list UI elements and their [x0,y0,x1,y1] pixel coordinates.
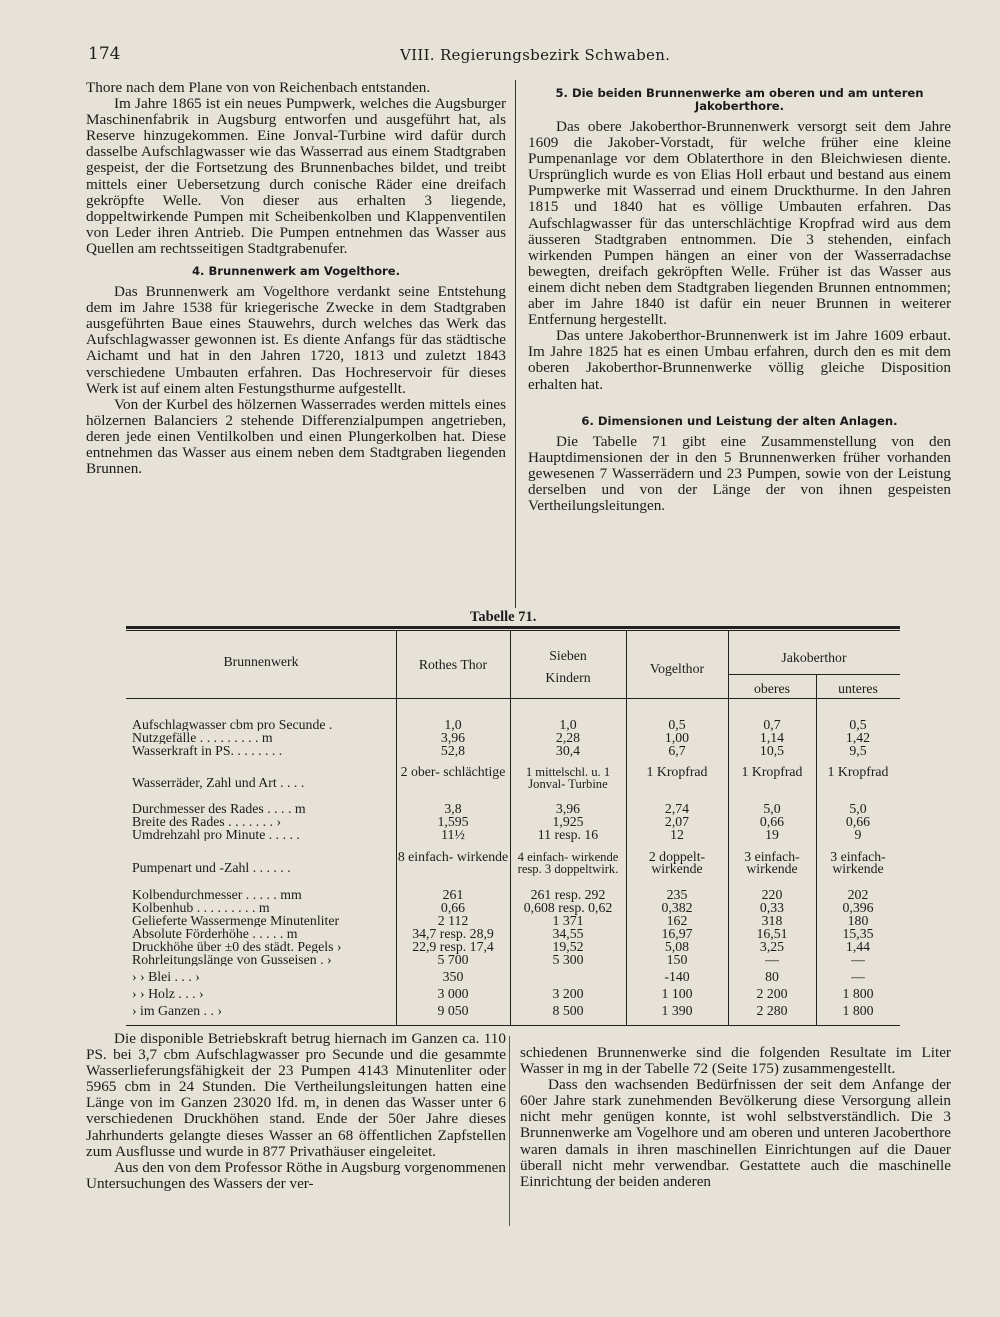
table-row [126,953,900,966]
table-cell: 1 800 [842,986,874,1001]
table-cell: 5 700 [437,952,469,967]
table-cell: 9,5 [849,743,867,758]
table-cell: 2,74 [664,801,690,816]
table-row [126,851,900,885]
header-kindern: Kindern [545,670,591,685]
paragraph: Die disponible Betriebskraft betrug hiernach im Ganzen ca. 110 PS. bei 3,7 cbm Aufschlagwasser pro Secunde und die gesammte Wasserlieferungsfähigkeit der 23 Pumpen 4143 Minutenliter oder 5965 cbm in 24 Stunden. Die Vertheilungsleitungen hatten eine Länge von im Ganzen 23020 lfd. m, in denen das Wasser unter 6 verschiedenen Druckhöhen stand. Ende der 50er Jahre dieses Jahrhunderts gelangte dieses Wasser an 68 öffentlichen Zapfstellen zum Ausflusse und wurde in 877 Privathäuser eingeleitet. [86,1030,506,1160]
header-sieben: Sieben [549,648,587,663]
paragraph: Dass den wachsenden Bedürfnissen der seit dem Anfange der 60er Jahre stark zunehmenden Bevölkerung diese Versorgung allein nicht mehr genügen konnte, ist wohl selbstverständlich. Die 3 Brunnenwerke am Vogelhore und am oberen und unteren Jacoberthore waren damals in ihren maschinellen Einrichtungen auf die Dauer überall nicht mehr verwendbar. Gestattete auch die maschinelle Einrichtung der beiden anderen [520,1076,951,1190]
table-cell: 0,396 [842,900,874,915]
table-row [126,1004,900,1017]
table-row [126,901,900,914]
table-cell: 0,608 resp. 0,62 [523,900,613,915]
table-cell: 8 500 [552,1003,584,1018]
header-brunnenwerk: Brunnenwerk [223,654,299,669]
table-cell: 3,8 [444,801,462,816]
row-label: › im Ganzen . . › [132,1004,223,1018]
paragraph: Das untere Jakoberthor-Brunnenwerk ist im Jahre 1609 erbaut. Im Jahre 1825 hat es einen Umbau erfahren, durch den es mit dem oberen Jakoberthor-Brunnenwerke völlig gleiche Disposition erhalten hat. [528,327,951,393]
paragraph: Von der Kurbel des hölzernen Wasserrades werden mittels eines hölzernen Balanciers 2 stehende Differenzialpumpen angetrieben, deren jede einen Ventilkolben und einen Plungerkolben hat. Diese entnehmen das Wasser aus einem neben dem Stadtgraben liegenden Brunnen. [86,395,506,478]
table-cell: 19,52 [552,939,584,954]
table-cell: 1,42 [845,730,871,745]
row-label: Druckhöhe über ±0 des städt. Pegels › [132,940,342,954]
table-cell: 3,25 [759,939,785,954]
row-label: Wasserkraft in PS. . . . . . . . [132,744,283,758]
table-cell: 1,44 [845,939,871,954]
table-cell: 10,5 [759,743,785,758]
row-label: Kolbenhub . . . . . . . . . m [132,901,270,915]
table-cell: 0,33 [759,900,785,915]
left-column [86,80,506,477]
table-cell: — [851,969,865,984]
table-cell: 2 200 [756,986,788,1001]
table-cell: 12 [670,827,684,842]
table-cell: 80 [765,969,779,984]
table-cell: 3 einfach- wirkende [830,849,886,876]
row-label: Absolute Förderhöhe . . . . . m [132,927,298,941]
section-heading-6: 6. Dimensionen und Leistung der alten Anlagen. [581,413,898,428]
table-cell: 350 [442,969,464,984]
row-label: Breite des Rades . . . . . . . › [132,815,282,829]
table-cell: 5,0 [849,801,867,816]
row-label: Kolbendurchmesser . . . . . mm [132,888,302,902]
row-label: Rohrleitungslänge von Gusseisen . › [132,953,332,967]
table-cell: 1 100 [661,986,693,1001]
paragraph: Das obere Jakoberthor-Brunnenwerk versorgt seit dem Jahre 1609 die Jakober-Vorstadt, für welche früher eine kleine Pumpenanlage vor dem Oblaterthore in den Bleichwiesen diente. Ursprünglich wurde es von Elias Holl erbaut und bestand aus einem Pumpwerke mit Wasserrad und einem Druckthurme. In den Jahren 1815 und 1840 hat es völlige Umbauten erfahren. Das Aufschlagwasser für das unterschlächtige Kropfrad wird aus dem äusseren Stadtgraben entnommen. Die 3 stehenden, einfach wirkenden Pumpen hängen an einer von der Wasserradachse bewegten, dreifach gekröpften Welle. Früher ist das Wasser aus einem dicht neben dem Stadtgraben liegenden Brunnen entnommen; aber im Jahre 1840 ist dafür ein neuer Brunnen in weiterer Entfernung hergestellt. [528,118,951,329]
table-cell: 0,66 [845,814,871,829]
table-cell: 1 371 [552,913,584,928]
table-cell: 1 Kropfrad [646,764,708,779]
table-cell: 202 [847,887,869,902]
table-row [126,744,900,757]
table-cell: 2,07 [664,814,690,829]
table-cell: 3,96 [555,801,581,816]
section-heading-5: 5. Die beiden Brunnenwerke am oberen und am unteren Jakoberthore. [555,86,924,113]
column-divider [515,80,516,608]
column-divider [509,1036,510,1226]
table-cell: 5,0 [763,801,781,816]
table-top-rule-thin [126,630,900,631]
table-cell: 1 Kropfrad [827,764,889,779]
table-cell: 3 200 [552,986,584,1001]
table-cell: 261 [442,887,464,902]
table-cell: 16,97 [661,926,693,941]
paragraph: Das Brunnenwerk am Vogelthore verdankt seine Entstehung dem im Jahre 1538 für kriegerische Zwecke in dem Stadtgraben ausgeführten Baue eines Stauwehrs, durch welches das Werk das Aufschlagwasser gewonnen ist. Es diente Anfangs für das städtische Aichamt und hat in den Jahren 1720, 1813 und zuletzt 1843 verschiedene Umbauten erfahren. Das Hochreservoir für dieses Werk ist auf einem alten Festungsthurme aufgestellt. [86,283,506,397]
table-cell: 30,4 [555,743,581,758]
running-title: VIII. Regierungsbezirk Schwaben. [400,46,671,64]
header-unteres: unteres [838,681,878,696]
row-label: Wasserräder, Zahl und Art . . . . [132,776,305,790]
row-label: Umdrehzahl pro Minute . . . . . [132,828,300,842]
table-cell: 150 [666,952,688,967]
row-label: Aufschlagwasser cbm pro Secunde . [132,718,333,732]
table-cell: 22,9 resp. 17,4 [412,939,494,954]
table-row [126,815,900,828]
page-number: 174 [88,44,121,64]
table-row [126,987,900,1000]
table-cell: 34,55 [552,926,584,941]
table-cell: 2 280 [756,1003,788,1018]
bottom-right-column [520,1045,951,1190]
table-cell: 261 resp. 292 [530,887,606,902]
row-label: › › Holz . . . › [132,987,204,1001]
table-row [126,940,900,953]
section-heading-4: 4. Brunnenwerk am Vogelthore. [191,264,401,279]
header-rothes-thor: Rothes Thor [418,657,488,672]
table-cell: 15,35 [842,926,874,941]
table-cell: -140 [664,969,690,984]
table-cell: 2 doppelt- wirkende [648,849,706,876]
table-cell: 52,8 [440,743,466,758]
table-cell: 4 einfach- wirkende resp. 3 doppeltwirk. [517,850,619,876]
table-cell: 1,00 [664,730,690,745]
paragraph: Thore nach dem Plane von von Reichenbach entstanden. [86,79,431,96]
table-cell: 9 [854,827,862,842]
subheader-rule [728,674,900,675]
table-cell: 1,14 [759,730,785,745]
table-cell: 2 112 [437,913,469,928]
header-oberes: oberes [753,681,790,696]
table-top-rule [126,626,900,629]
table-cell: 180 [847,913,869,928]
bottom-left-column [86,1031,506,1192]
table-cell: 11½ [441,827,465,842]
row-label: Durchmesser des Rades . . . . m [132,802,306,816]
header-jakoberthor: Jakoberthor [781,650,847,665]
table-bottom-rule [126,1025,900,1026]
table-cell: 1,925 [552,814,584,829]
table-cell: 9 050 [437,1003,469,1018]
table-cell: 3 einfach- wirkende [744,849,800,876]
header-vogelthor: Vogelthor [649,661,705,676]
table-cell: 318 [761,913,783,928]
table-cell: 162 [666,913,688,928]
table-cell: 220 [761,887,783,902]
table-cell: 0,66 [440,900,466,915]
header-bottom-rule [126,698,900,699]
paragraph: Im Jahre 1865 ist ein neues Pumpwerk, welches die Augsburger Maschinenfabrik in Augsburg entworfen und ausgeführt hat, als Reserve hinzugekommen. Eine Jonval-Turbine wird dafür durch dasselbe Aufschlagwasser wie das Wasserrad aus einem Stadtgraben gespeist, der die Fortsetzung des Brunnenbaches bildet, und treibt mittels einer Uebersetzung durch conische Räder eine dreifach gekröpfte Welle. Von dieser aus erhalten 3 liegende, doppeltwirkende Pumpen mit Scheibenkolben und Klappenventilen von Leder ihren Antrieb. Die Pumpen entnehmen das Wasser aus Quellen am rechtsseitigen Stadtgrabenufer. [86,95,506,257]
table-cell: 8 einfach- wirkende [397,849,509,864]
table-cell: 1,0 [559,717,577,732]
table-row [126,828,900,841]
table-cell: 1 390 [661,1003,693,1018]
table-row [126,970,900,983]
row-label: Nutzgefälle . . . . . . . . . m [132,731,273,745]
table-cell: 235 [666,887,688,902]
table-cell: 16,51 [756,926,788,941]
table-cell: 1,0 [444,717,462,732]
table-cell: 0,7 [763,717,781,732]
paragraph: Aus den von dem Professor Röthe in Augsburg vorgenommenen Untersuchungen des Wassers der ver- [86,1158,506,1192]
table-cell: 11 resp. 16 [537,827,599,842]
table-cell: 6,7 [668,743,686,758]
right-column [528,87,951,514]
table-cell: 1,595 [437,814,469,829]
table-title: Tabelle 71. [470,609,537,625]
row-label: Gelieferte Wassermenge Minutenliter [132,914,340,928]
table-cell: — [765,952,779,967]
table-cell: 2 ober- schlächtige [400,764,506,779]
table-cell: 3,96 [440,730,466,745]
paragraph: schiedenen Brunnenwerke sind die folgenden Resultate im Liter Wasser in mg in der Tabelle 72 (Seite 175) zusammengestellt. [520,1044,951,1078]
row-label: › › Blei . . . › [132,970,200,984]
table-cell: 1 800 [842,1003,874,1018]
table-cell: 19 [765,827,779,842]
table-cell: 3 000 [437,986,469,1001]
table-cell: 5 300 [552,952,584,967]
table-cell: 1 Kropfrad [741,764,803,779]
table-cell: 1 mittelschl. u. 1 Jonval- Turbine [525,765,611,791]
table-cell: 0,5 [849,717,867,732]
table-cell: 2,28 [555,730,581,745]
table-cell: 0,382 [661,900,693,915]
table-cell: 0,66 [759,814,785,829]
table-cell: 34,7 resp. 28,9 [412,926,494,941]
row-label: Pumpenart und -Zahl . . . . . . [132,861,291,875]
table-row [126,766,900,800]
table-cell: — [851,952,865,967]
table-71 [126,626,900,1029]
table-cell: 0,5 [668,717,686,732]
table-cell: 5,08 [664,939,690,954]
paragraph: Die Tabelle 71 gibt eine Zusammenstellung von den Hauptdimensionen der in den 5 Brunnenwerken früher vorhanden gewesenen 7 Wasserrädern und 23 Pumpen, sowie von der Leistung derselben und von der Länge der von ihnen gespeisten Vertheilungsleitungen. [528,432,951,514]
